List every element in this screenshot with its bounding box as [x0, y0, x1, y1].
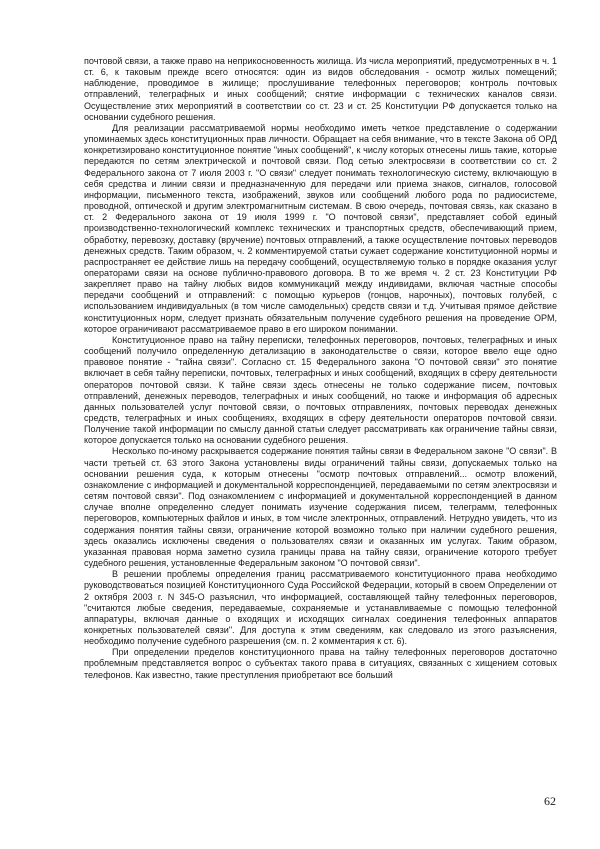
- paragraph-5: В решении проблемы определения границ рассматриваемого конституционного права необходимо руководствоваться позицией Конституционного Суда Российской Федерации, который в своем Определении от 2 октября 2003 г. N 345-О разъяснил, что информацией, составляющей тайну телефонных переговоров, "считаются любые сведения, передаваемые, сохраняемые и устанавливаемые с помощью телефонной аппаратуры, включая данные о входящих и исходящих сигналах соединения телефонных аппаратов конкретных пользователей связи". Для доступа к этим сведениям, как следовало из этого разъяснения, необходимо получение судебного разрешения (см. п. 2 комментария к ст. 6).: [84, 569, 557, 647]
- page-number: 62: [544, 794, 556, 808]
- paragraph-2: Для реализации рассматриваемой нормы необходимо иметь четкое представление о содержании упоминаемых здесь конституционных прав личности. Обращает на себя внимание, что в тексте Закона об ОРД конкретизировано конституционное понятие "иных сообщений", к числу которых отнесены лишь такие, которые передаются по сетям электрической и почтовой связи. Под сетью электросвязи в соответствии со ст. 2 Федерального закона от 7 июля 2003 г. "О связи" следует понимать технологическую систему, включающую в себя средства и линии связи и предназначенную для передачи или приема знаков, сигналов, голосовой информации, письменного текста, изображений, звуков или сообщений любого рода по радиосистеме, проводной, оптической и другим электромагнитным системам. В свою очередь, почтовая связь, как сказано в ст. 2 Федерального закона от 19 июля 1999 г. "О почтовой связи", представляет собой единый производственно-технологический комплекс технических и транспортных средств, обеспечивающий прием, обработку, перевозку, доставку (вручение) почтовых отправлений, а также осуществление почтовых переводов денежных средств. Таким образом, ч. 2 комментируемой статьи сужает содержание конституционной нормы и распространяет ее действие лишь на передачу сообщений, осуществляемую только в порядке оказания услуг операторами связи на основе публично-правового договора. В то же время ч. 2 ст. 23 Конституции РФ закрепляет право на тайну любых видов коммуникаций между индивидами, включая частные способы передачи сообщений и отправлений: с помощью курьеров (гонцов, нарочных), почтовых голубей, с использованием индивидуальных (в том числе самодельных) средств связи и т.д. Учитывая прямое действие конституционных норм, следует признать обязательным получение судебного решения на проведение ОРМ, которое ограничивают рассматриваемое право в его широком понимании.: [84, 122, 557, 334]
- document-body: [84, 56, 557, 681]
- paragraph-3: Конституционное право на тайну переписки, телефонных переговоров, почтовых, телеграфных и иных сообщений получило определенную детализацию в законодательстве о связи, которое ввело еще одно правовое понятие - "тайна связи". Согласно ст. 15 Федерального закона "О почтовой связи" это понятие включает в себя тайну переписки, почтовых, телеграфных и иных сообщений, входящих в сферу деятельности операторов почтовой связи. К тайне связи здесь отнесены не только содержание писем, почтовых отправлений, денежных переводов, телеграфных и иных сообщений, но также и информация об адресных данных пользователей услуг почтовой связи, о почтовых отправлениях, почтовых переводах денежных средств, телеграфных и иных сообщениях, входящих в сферу деятельности операторов почтовой связи. Получение такой информации по смыслу данной статьи следует рассматривать как ограничение тайны связи, которое допускается только на основании судебного решения.: [84, 334, 557, 446]
- paragraph-1: почтовой связи, а также право на неприкосновенность жилища. Из числа мероприятий, предусмотренных в ч. 1 ст. 6, к таковым прежде всего относятся: один из видов обследования - осмотр жилых помещений; наблюдение, проводимое в жилище; прослушивание телефонных переговоров; контроль почтовых отправлений, телеграфных и иных сообщений; снятие информации с технических каналов связи. Осуществление этих мероприятий в соответствии со ст. 23 и ст. 25 Конституции РФ допускается только на основании судебного решения.: [84, 56, 557, 122]
- paragraph-4: Несколько по-иному раскрывается содержание понятия тайны связи в Федеральном законе "О связи". В части третьей ст. 63 этого Закона установлены виды ограничений тайны связи, допускаемых только на основании решения суда, к которым отнесены "осмотр почтовых отправлений... осмотр вложений, ознакомление с информацией и документальной корреспонденцией, передаваемыми по сетям электросвязи и сетям почтовой связи". Под ознакомлением с информацией и документальной корреспонденцией в данном случае вполне определенно следует понимать изучение содержания писем, телеграмм, телефонных переговоров, компьютерных файлов и иных, в том числе электронных, отправлений. Нетрудно увидеть, что из содержания понятия тайны связи, ограничение которой возможно только при наличии судебного решения, здесь оказались исключены сведения о пользователях связи и оказанных им услугах. Таким образом, указанная правовая норма заметно сузила границы права на тайну связи, ограничение которого требует судебного решения, установленные Федеральным законом "О почтовой связи".: [84, 446, 557, 569]
- paragraph-6: При определении пределов конституционного права на тайну телефонных переговоров достаточно проблемным представляется вопрос о субъектах такого права в ситуациях, связанных с хищением сотовых телефонов. Как известно, такие преступления приобретают все больший: [84, 647, 557, 680]
